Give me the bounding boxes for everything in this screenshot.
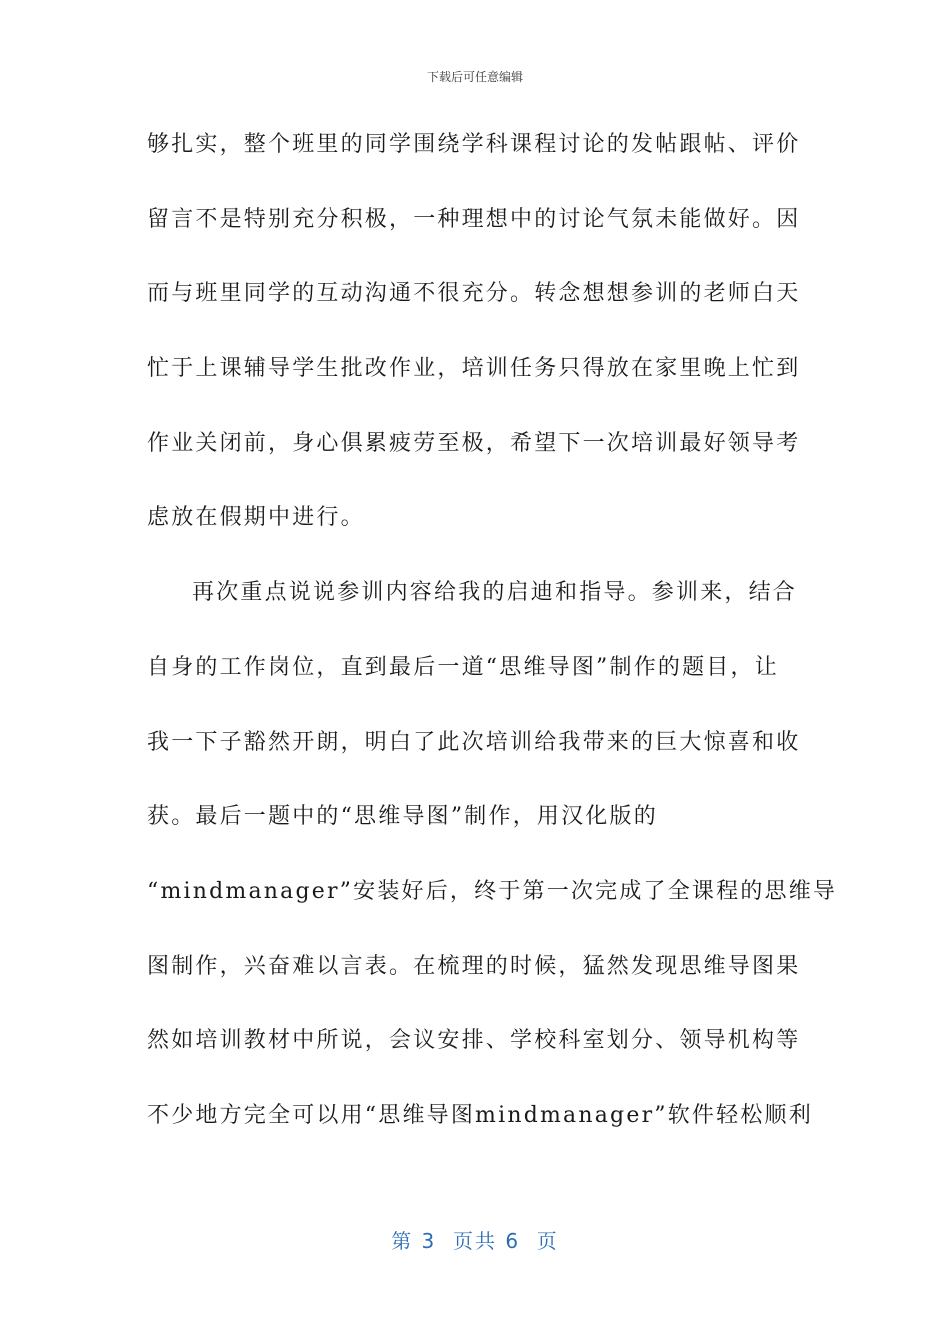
- body-text: [147, 122, 838, 1168]
- text-line: 图制作，兴奋难以言表。在梳理的时候，猛然发现思维导图果: [147, 953, 801, 979]
- text-line-paragraph-start: 再次重点说说参训内容给我的启迪和指导。参训来，结合: [192, 580, 798, 606]
- page-footer: [0, 1225, 950, 1254]
- text-line: 不少地方完全可以用“思维导图mindmanager”软件轻松顺利: [147, 1102, 813, 1128]
- page-header: 下载后可任意编辑: [426, 70, 523, 84]
- text-line: 自身的工作岗位，直到最后一道“思维导图”制作的题目，让: [147, 654, 779, 680]
- text-line: 留言不是特别充分积极，一种理想中的讨论气氛未能做好。因: [147, 206, 801, 232]
- text-line: 而与班里同学的互动沟通不很充分。转念想想参训的老师白天: [147, 281, 801, 307]
- text-line: 够扎实，整个班里的同学围绕学科课程讨论的发帖跟帖、评价: [147, 132, 801, 157]
- text-line: 然如培训教材中所说，会议安排、学校科室划分、领导机构等: [147, 1028, 801, 1054]
- text-line: 我一下子豁然开朗，明白了此次培训给我带来的巨大惊喜和收: [147, 729, 801, 755]
- text-line: 作业关闭前，身心俱累疲劳至极，希望下一次培训最好领导考: [147, 430, 801, 456]
- text-line: “mindmanager”安装好后，终于第一次完成了全课程的思维导: [147, 878, 838, 904]
- text-line: 忙于上课辅导学生批改作业，培训任务只得放在家里晚上忙到: [147, 356, 801, 382]
- text-line: 虑放在假期中进行。: [147, 505, 365, 531]
- text-line: 获。最后一题中的“思维导图”制作，用汉化版的: [147, 804, 658, 830]
- page-number: 第 3 页共 6 页: [391, 1229, 559, 1253]
